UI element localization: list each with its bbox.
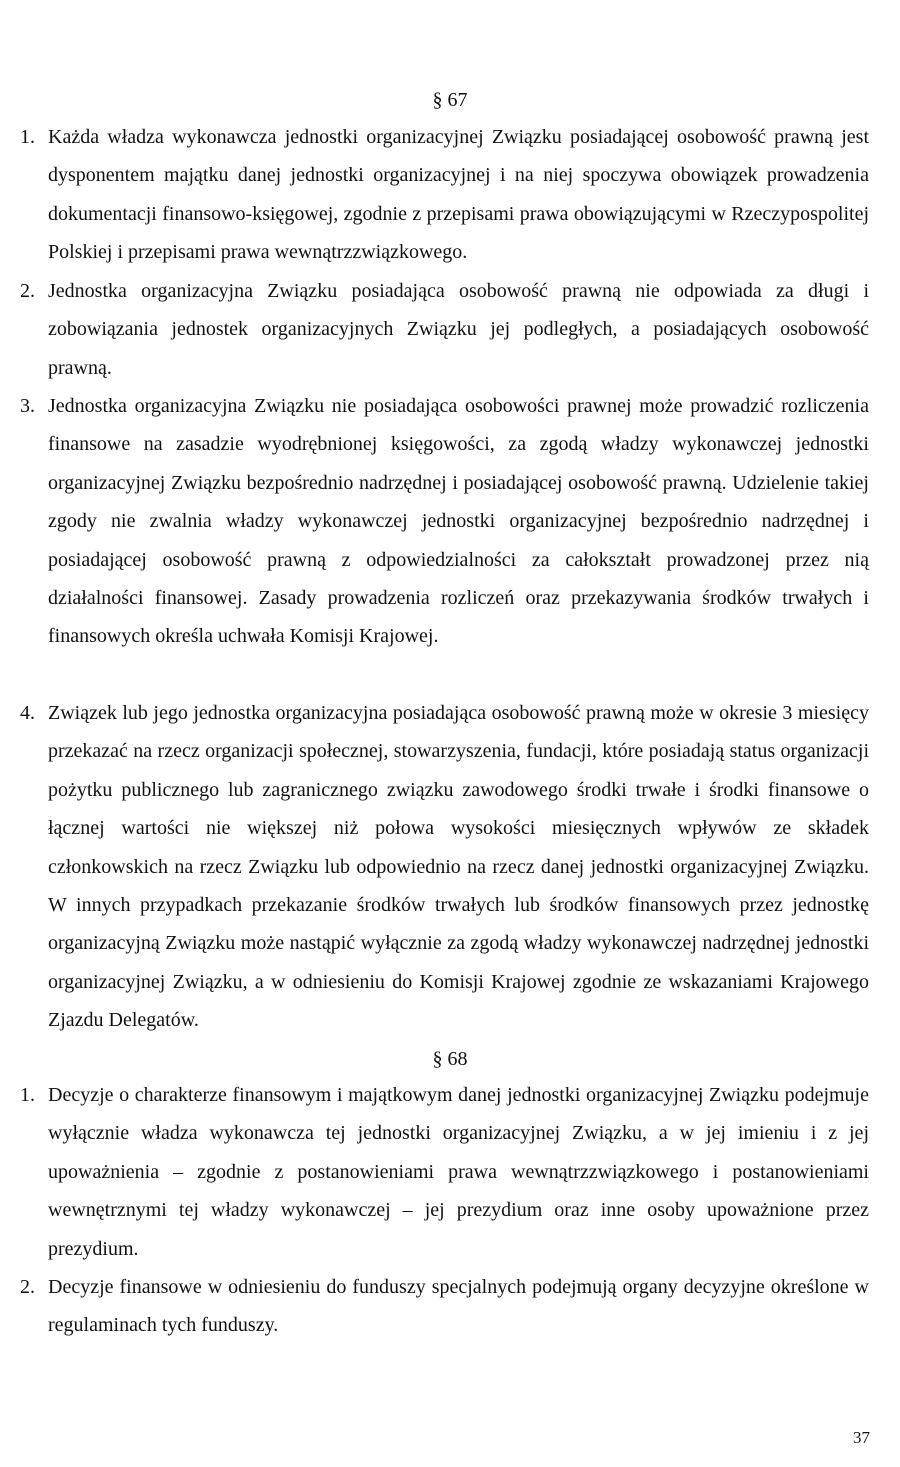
paragraph-text: Jednostka organizacyjna Związku nie posiadająca osobowości prawnej może prowadzić rozliczenia finansowe na zasadzie wyodrębnionej księgowości, za zgodą władzy wykonawczej jednostki organizacyjnej Związku bezpośrednio nadrzędnej i posiadającej osobowość prawną. Udzielenie takiej zgody nie zwalnia władzy wykonawczej jednostki organizacyjnej bezpośrednio nadrzędnej i posiadającej osobowość prawną z odpowiedzialności za całokształt prowadzonej przez nią działalności finansowej. Zasady prowadzenia rozliczeń oraz przekazywania środków trwałych i finansowych określa uchwała Komisji Krajowej. (48, 395, 869, 648)
paragraph-number: 2. (20, 1276, 35, 1298)
paragraph-67-3 (20, 387, 869, 656)
section-heading-67: § 67 (432, 89, 468, 111)
section-heading-68: § 68 (432, 1048, 468, 1070)
paragraph-67-1 (20, 118, 869, 272)
paragraph-number: 2. (20, 280, 35, 302)
paragraph-number: 1. (20, 1084, 35, 1106)
paragraph-text: Każda władza wykonawcza jednostki organizacyjnej Związku posiadającej osobowość prawną jest dysponentem majątku danej jednostki organizacyjnej i na niej spoczywa obowiązek prowadzenia dokumentacji finansowo-księgowej, zgodnie z przepisami prawa obowiązującymi w Rzeczypospolitej Polskiej i przepisami prawa wewnątrzzwiązkowego. (48, 126, 869, 264)
paragraph-text: Jednostka organizacyjna Związku posiadająca osobowość prawną nie odpowiada za długi i zobowiązania jednostek organizacyjnych Związku jej podległych, a posiadających osobowość prawną. (48, 280, 869, 379)
paragraph-68-2 (20, 1268, 869, 1345)
paragraph-number: 3. (20, 395, 35, 417)
paragraph-text: Decyzje finansowe w odniesieniu do funduszy specjalnych podejmują organy decyzyjne określone w regulaminach tych funduszy. (48, 1276, 869, 1337)
paragraph-number: 1. (20, 126, 35, 148)
paragraph-67-4 (20, 694, 869, 1040)
paragraph-text: Decyzje o charakterze finansowym i majątkowym danej jednostki organizacyjnej Związku podejmuje wyłącznie władza wykonawcza tej jednostki organizacyjnej Związku, a w jej imieniu i z jej upoważnienia – zgodnie z postanowieniami prawa wewnątrzzwiązkowego i postanowieniami wewnętrznymi tej władzy wykonawczej – jej prezydium oraz inne osoby upoważnione przez prezydium. (48, 1084, 869, 1260)
paragraph-number: 4. (20, 702, 35, 724)
paragraph-text: Związek lub jego jednostka organizacyjna posiadająca osobowość prawną może w okresie 3 miesięcy przekazać na rzecz organizacji społecznej, stowarzyszenia, fundacji, które posiadają status organizacji pożytku publicznego lub zagranicznego związku zawodowego środki trwałe i środki finansowe o łącznej wartości nie większej niż połowa wysokości miesięcznych wpływów ze składek członkowskich na rzecz Związku lub odpowiednio na rzecz danej jednostki organizacyjnej Związku. W innych przypadkach przekazanie środków trwałych lub środków finansowych przez jednostkę organizacyjną Związku może nastąpić wyłącznie za zgodą władzy wykonawczej nadrzędnej jednostki organizacyjnej Związku, a w odniesieniu do Komisji Krajowej zgodnie ze wskazaniami Krajowego Zjazdu Delegatów. (48, 702, 869, 1032)
page-number: 37 (853, 1428, 870, 1447)
paragraph-67-2 (20, 272, 869, 387)
paragraph-68-1 (20, 1076, 869, 1268)
